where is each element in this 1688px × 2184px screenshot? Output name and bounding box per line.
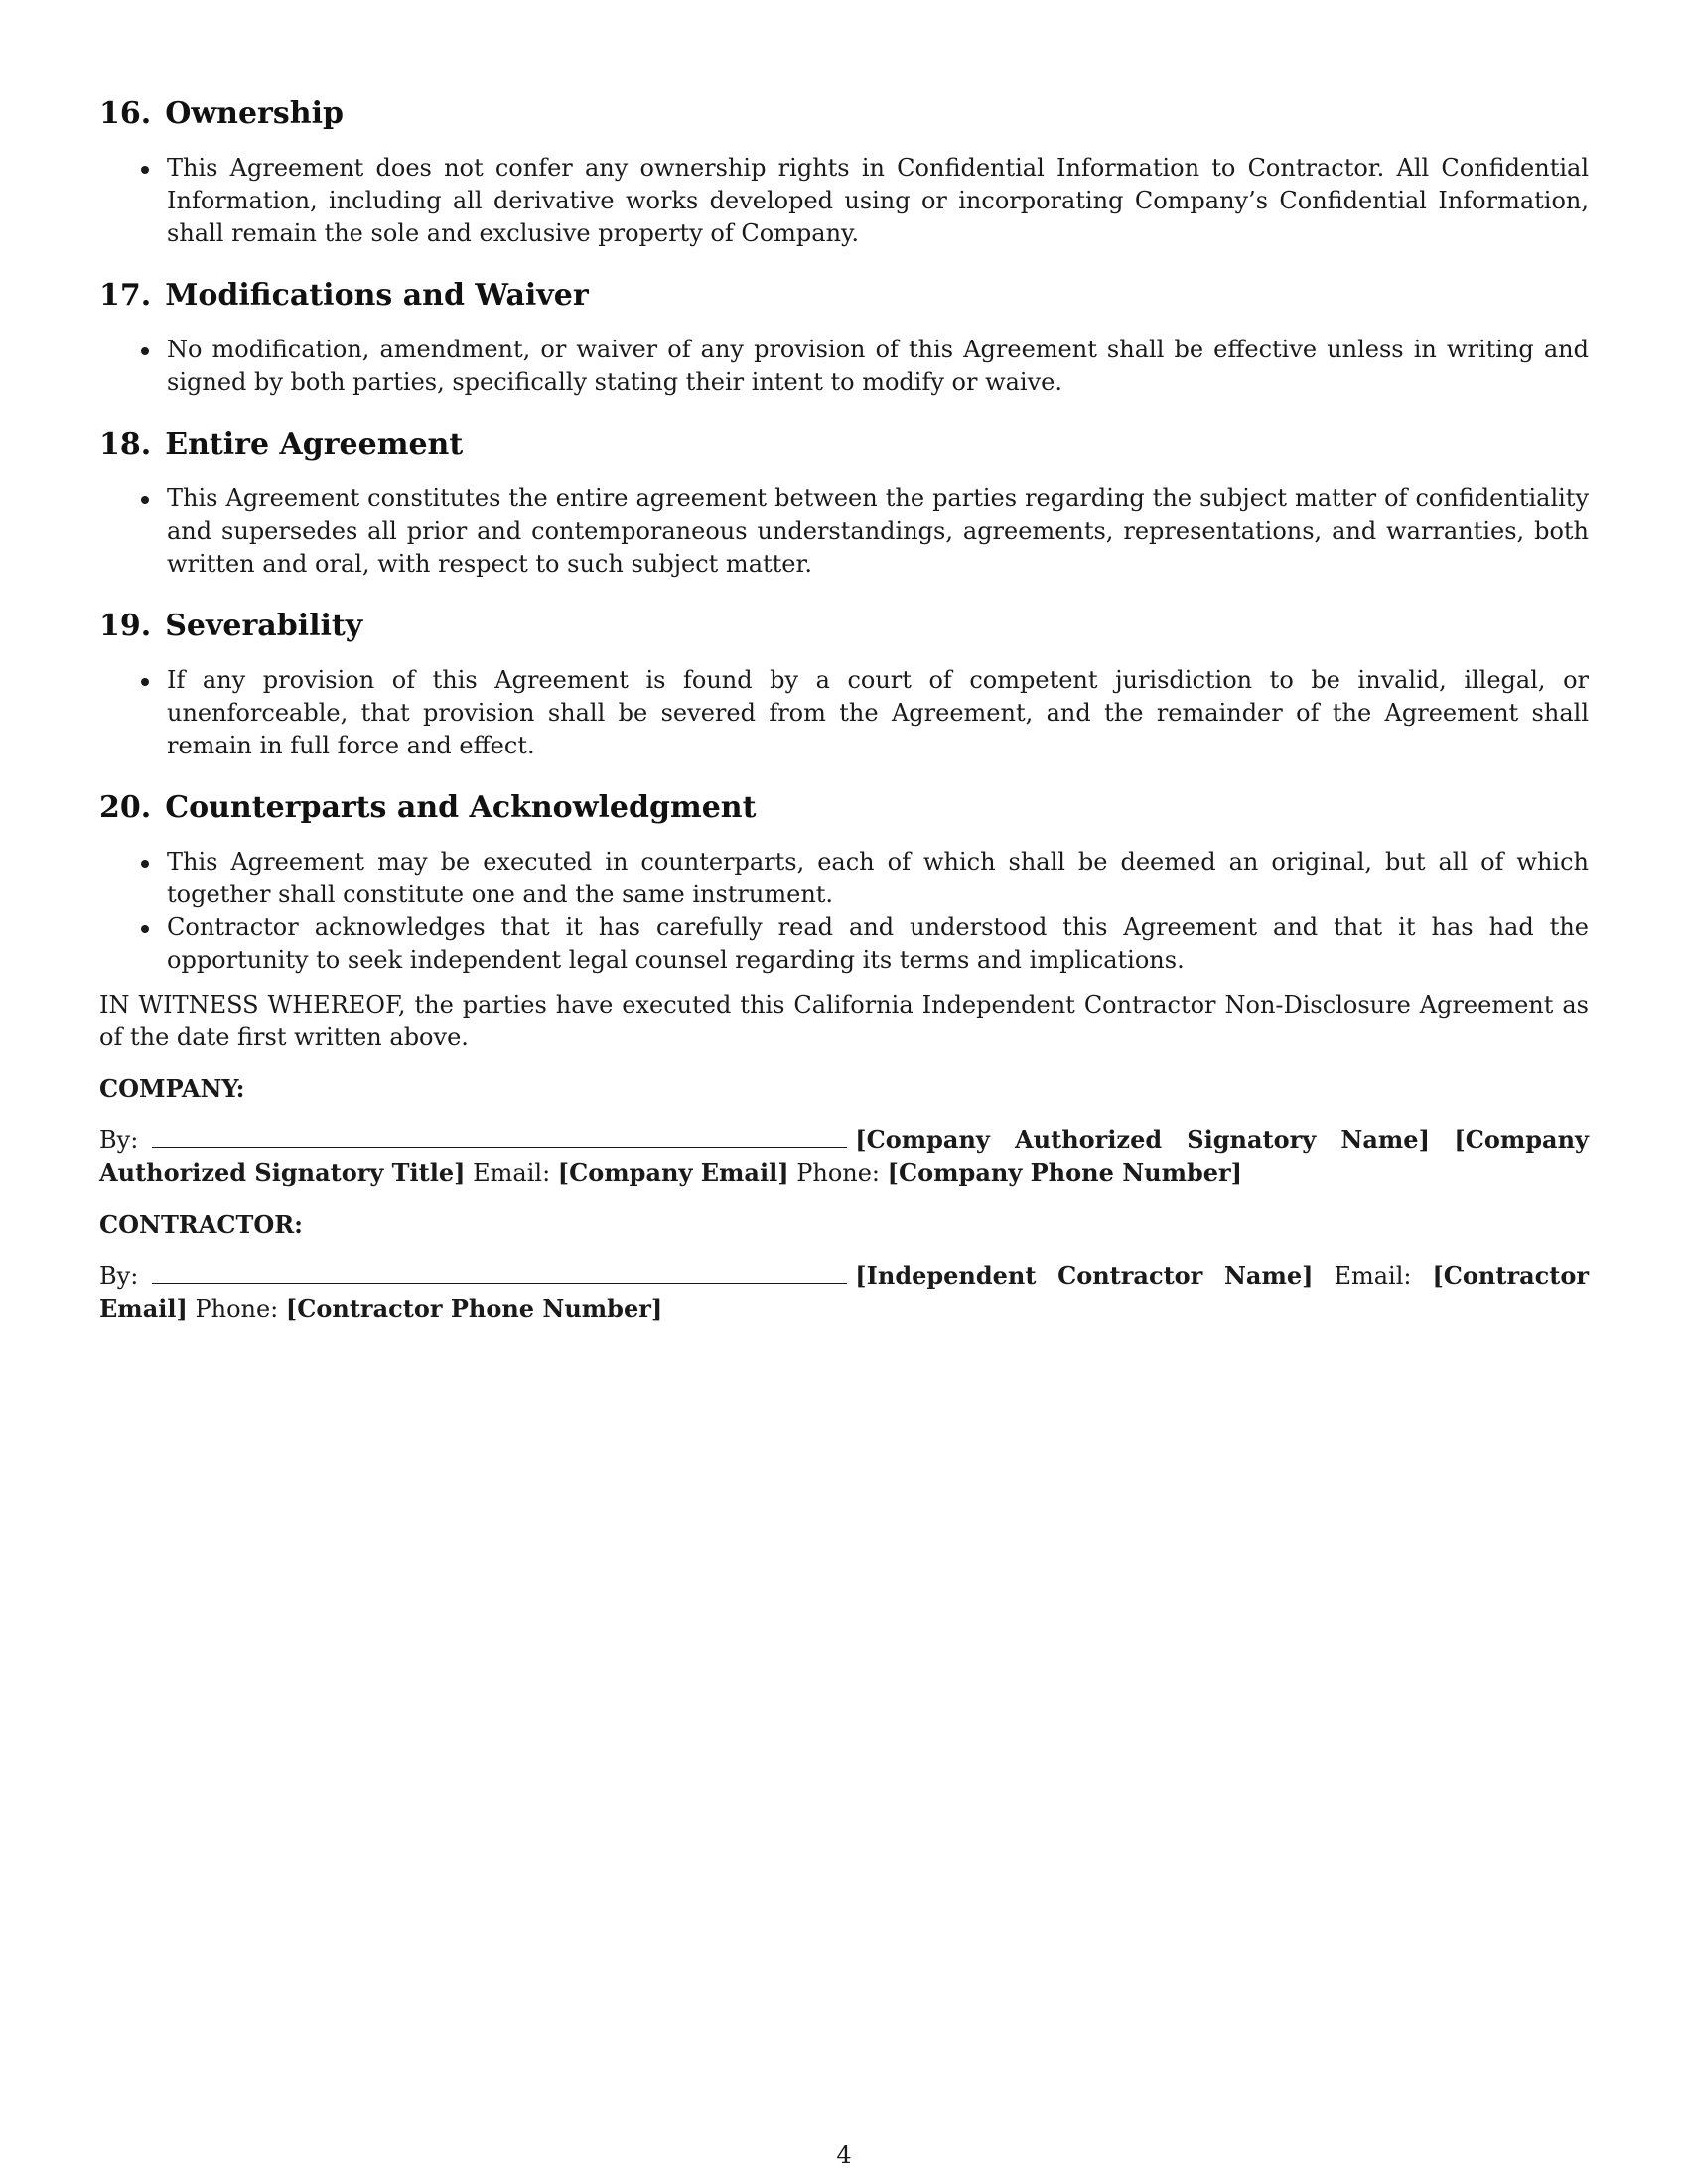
company-phone-label: Phone: <box>796 1160 881 1187</box>
witness-paragraph: IN WITNESS WHEREOF, the parties have executed this California Independent Contractor Non-Disclosure Agreement as of the date first written above. <box>99 991 1589 1051</box>
section-heading <box>99 607 1589 646</box>
section-title: Counterparts and Acknowledgment <box>165 790 757 825</box>
bullet-icon <box>141 496 149 504</box>
bullet-list <box>99 846 1589 977</box>
list-item-text: This Agreement does not confer any ownership rights in Confidential Information to Contractor. All Confidential Information, including all derivative works developed using or incorporating Company’s Confidential Information, shall remain the sole and exclusive property of Company. <box>167 154 1589 247</box>
bullet-icon <box>141 860 149 868</box>
list-item <box>99 152 1589 250</box>
section-title: Modifications and Waiver <box>165 278 589 313</box>
list-item-text: If any provision of this Agreement is found by a court of competent jurisdiction to be invalid, illegal, or unenforceable, that provision shall be severed from the Agreement, and the remainder of the Agreement shall remain in full force and effect. <box>167 666 1589 759</box>
section-title: Severability <box>165 609 363 643</box>
section-heading <box>99 94 1589 134</box>
contractor-label: CONTRACTOR: <box>99 1210 304 1239</box>
list-item <box>99 846 1589 911</box>
list-item-text: This Agreement may be executed in counterparts, each of which shall be deemed an original, but all of which together shall constitute one and the same instrument. <box>167 848 1589 908</box>
contractor-by-label: By: <box>99 1262 139 1290</box>
bullet-list <box>99 664 1589 762</box>
contractor-name: [Independent Contractor Name] <box>855 1261 1314 1290</box>
section-modifications-and-waiver <box>99 276 1589 399</box>
company-email-label: Email: <box>473 1160 551 1187</box>
bullet-icon <box>141 925 149 933</box>
contractor-signature-line[interactable] <box>152 1261 847 1284</box>
section-entire-agreement <box>99 425 1589 581</box>
section-number: 16. <box>99 96 152 131</box>
bullet-list <box>99 334 1589 399</box>
contractor-email-label: Email: <box>1334 1262 1412 1290</box>
contractor-phone: [Contractor Phone Number] <box>285 1295 663 1323</box>
company-label: COMPANY: <box>99 1074 245 1103</box>
section-ownership <box>99 94 1589 250</box>
company-signatory-name: [Company Authorized Signatory Name] <box>855 1125 1430 1154</box>
section-title: Entire Agreement <box>165 427 464 462</box>
section-counterparts-and-acknowledgment <box>99 788 1589 977</box>
list-item <box>99 334 1589 399</box>
list-item <box>99 664 1589 762</box>
company-signatory-title: [Company Authorized Signatory Title] <box>99 1125 1589 1187</box>
company-phone: [Company Phone Number] <box>887 1159 1243 1187</box>
list-item-text: No modification, amendment, or waiver of any provision of this Agreement shall be effective unless in writing and signed by both parties, specifically stating their intent to modify or waive. <box>167 336 1589 396</box>
bullet-list <box>99 482 1589 581</box>
section-heading <box>99 788 1589 828</box>
contractor-phone-label: Phone: <box>195 1296 279 1323</box>
company-signature-line[interactable] <box>152 1125 847 1148</box>
bullet-icon <box>141 347 149 355</box>
list-item <box>99 482 1589 581</box>
section-number: 20. <box>99 790 152 825</box>
section-severability <box>99 607 1589 762</box>
section-heading <box>99 276 1589 316</box>
list-item-text: Contractor acknowledges that it has carefully read and understood this Agreement and that it has had the opportunity to seek independent legal counsel regarding its terms and implications. <box>167 913 1589 974</box>
section-heading <box>99 425 1589 465</box>
section-number: 18. <box>99 427 152 462</box>
document-page <box>99 94 1589 1344</box>
contractor-signature-block <box>99 1259 1589 1326</box>
company-by-label: By: <box>99 1126 139 1154</box>
company-email: [Company Email] <box>557 1159 789 1187</box>
bullet-list <box>99 152 1589 250</box>
section-number: 19. <box>99 609 152 643</box>
bullet-icon <box>141 678 149 686</box>
list-item-text: This Agreement constitutes the entire agreement between the parties regarding the subject matter of confidentiality and supersedes all prior and contemporaneous understandings, agreements, representations, and warranties, both written and oral, with respect to such subject matter. <box>167 484 1589 578</box>
list-item <box>99 911 1589 977</box>
section-title: Ownership <box>165 96 344 131</box>
contractor-email: [Contractor Email] <box>99 1261 1589 1323</box>
company-signature-block <box>99 1123 1589 1190</box>
bullet-icon <box>141 166 149 174</box>
page-number: 4 <box>836 2141 852 2169</box>
section-number: 17. <box>99 278 152 313</box>
